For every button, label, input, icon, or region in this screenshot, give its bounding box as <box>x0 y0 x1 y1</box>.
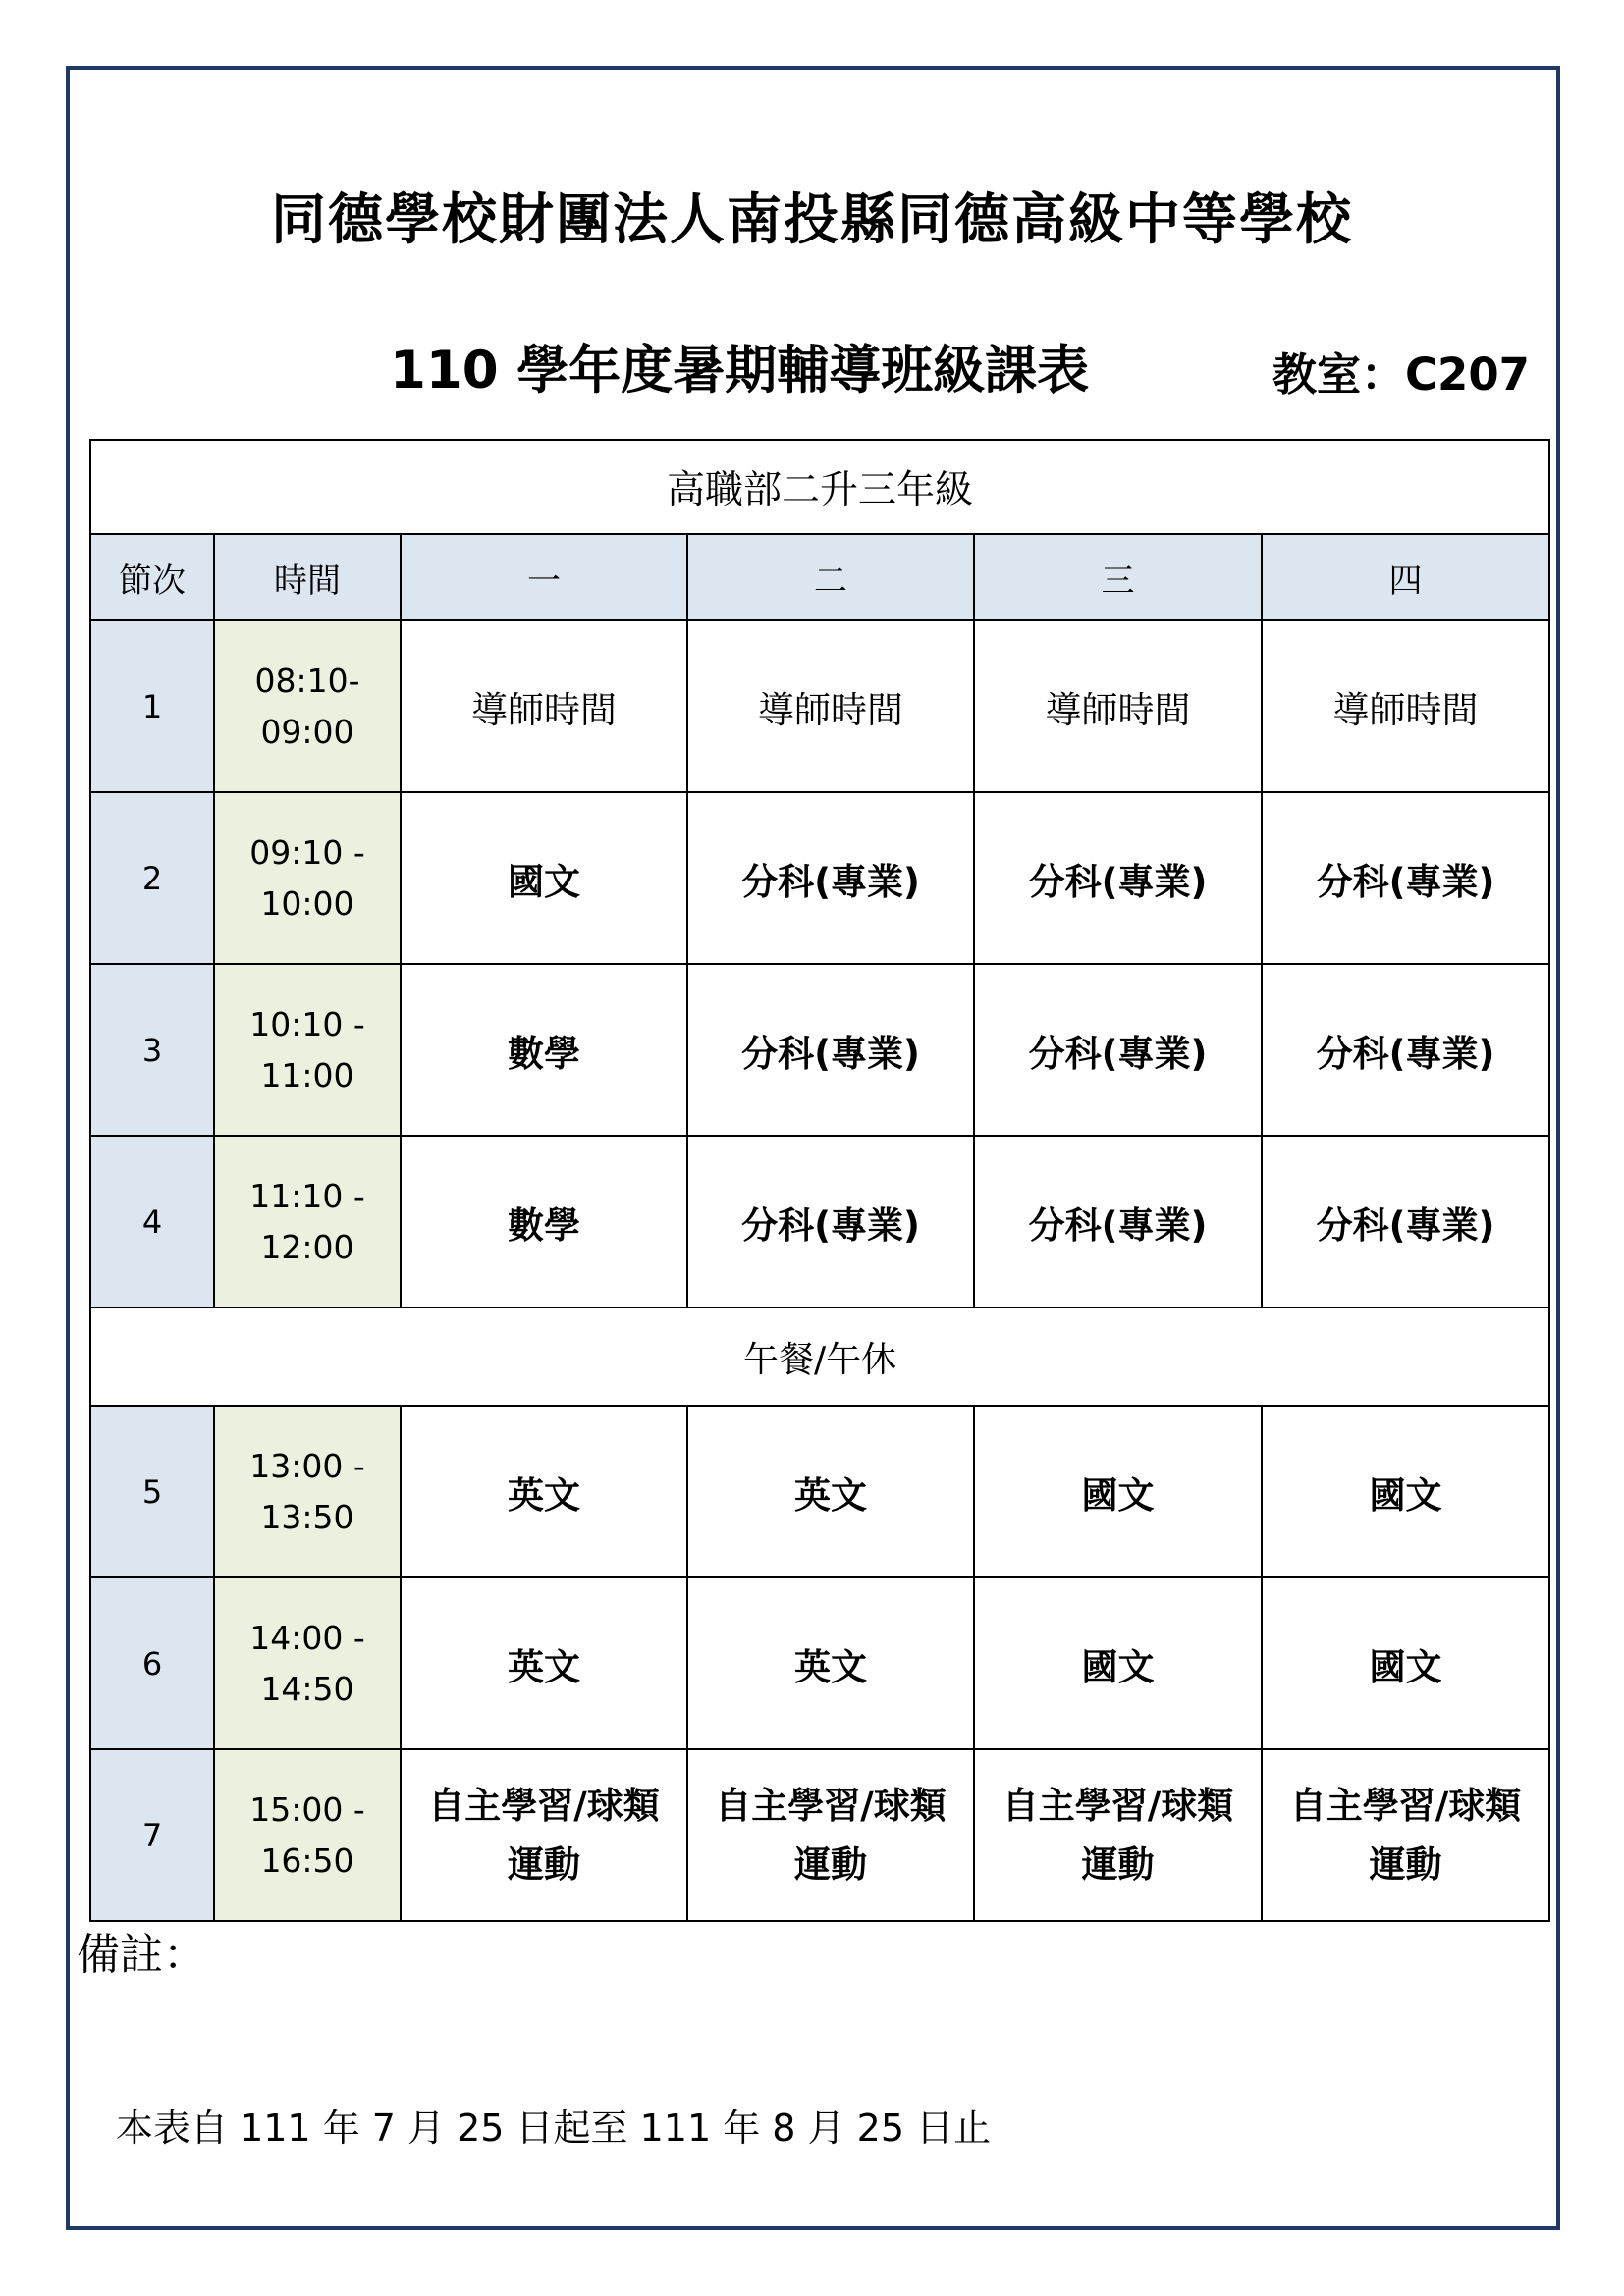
header-time: 時間 <box>214 534 401 620</box>
table-row <box>90 1136 1549 1308</box>
subject-cell: 導師時間 <box>1262 620 1549 792</box>
subject-cell: 國文 <box>1262 1577 1549 1749</box>
lunch-label: 午餐/午休 <box>90 1308 1549 1406</box>
subject-cell: 自主學習/球類 運動 <box>401 1749 687 1921</box>
timetable <box>89 439 1550 1922</box>
subject-cell: 數學 <box>401 1136 687 1308</box>
table-row <box>90 1406 1549 1577</box>
period-time: 14:00 - 14:50 <box>214 1577 401 1749</box>
period-number: 2 <box>90 792 214 964</box>
header-day-2: 二 <box>687 534 974 620</box>
table-row <box>90 1749 1549 1921</box>
period-number: 4 <box>90 1136 214 1308</box>
subject-cell: 自主學習/球類 運動 <box>687 1749 974 1921</box>
period-number: 1 <box>90 620 214 792</box>
subject-cell: 國文 <box>974 1577 1262 1749</box>
subject-cell: 英文 <box>687 1406 974 1577</box>
subject-cell: 分科(專業) <box>974 1136 1262 1308</box>
table-row <box>90 1577 1549 1749</box>
header-period: 節次 <box>90 534 214 620</box>
remarks-label: 備註： <box>77 1930 206 1980</box>
subject-cell: 英文 <box>401 1406 687 1577</box>
timetable-subtitle: 110 學年度暑期輔導班級課表 <box>390 341 1090 400</box>
period-time: 10:10 - 11:00 <box>214 964 401 1136</box>
subject-cell: 導師時間 <box>401 620 687 792</box>
subject-cell: 導師時間 <box>687 620 974 792</box>
period-number: 6 <box>90 1577 214 1749</box>
school-title: 同德學校財團法人南投縣同德高級中等學校 <box>271 188 1353 252</box>
period-time: 08:10- 09:00 <box>214 620 401 792</box>
subject-cell: 分科(專業) <box>687 792 974 964</box>
subject-cell: 數學 <box>401 964 687 1136</box>
subject-cell: 分科(專業) <box>1262 792 1549 964</box>
table-row <box>90 964 1549 1136</box>
subject-cell: 分科(專業) <box>1262 964 1549 1136</box>
period-number: 5 <box>90 1406 214 1577</box>
subject-cell: 自主學習/球類 運動 <box>1262 1749 1549 1921</box>
table-row <box>90 620 1549 792</box>
subject-cell: 英文 <box>401 1577 687 1749</box>
header-day-1: 一 <box>401 534 687 620</box>
subject-cell: 分科(專業) <box>974 964 1262 1136</box>
subject-cell: 英文 <box>687 1577 974 1749</box>
subject-cell: 分科(專業) <box>687 964 974 1136</box>
table-row <box>90 792 1549 964</box>
date-range-note: 本表自 111 年 7 月 25 日起至 111 年 8 月 25 日止 <box>116 2107 992 2150</box>
period-time: 09:10 - 10:00 <box>214 792 401 964</box>
header-day-4: 四 <box>1262 534 1549 620</box>
subject-cell: 國文 <box>974 1406 1262 1577</box>
classroom-label: 教室：C207 <box>1272 348 1530 400</box>
subject-cell: 分科(專業) <box>1262 1136 1549 1308</box>
period-number: 3 <box>90 964 214 1136</box>
class-name: 高職部二升三年級 <box>90 440 1549 534</box>
subject-cell: 分科(專業) <box>687 1136 974 1308</box>
period-number: 7 <box>90 1749 214 1921</box>
subject-cell: 自主學習/球類 運動 <box>974 1749 1262 1921</box>
subject-cell: 國文 <box>401 792 687 964</box>
subject-cell: 國文 <box>1262 1406 1549 1577</box>
period-time: 15:00 - 16:50 <box>214 1749 401 1921</box>
subject-cell: 分科(專業) <box>974 792 1262 964</box>
period-time: 11:10 - 12:00 <box>214 1136 401 1308</box>
header-row <box>90 534 1549 620</box>
lunch-row <box>90 1308 1549 1406</box>
period-time: 13:00 - 13:50 <box>214 1406 401 1577</box>
class-name-row <box>90 440 1549 534</box>
subject-cell: 導師時間 <box>974 620 1262 792</box>
header-day-3: 三 <box>974 534 1262 620</box>
